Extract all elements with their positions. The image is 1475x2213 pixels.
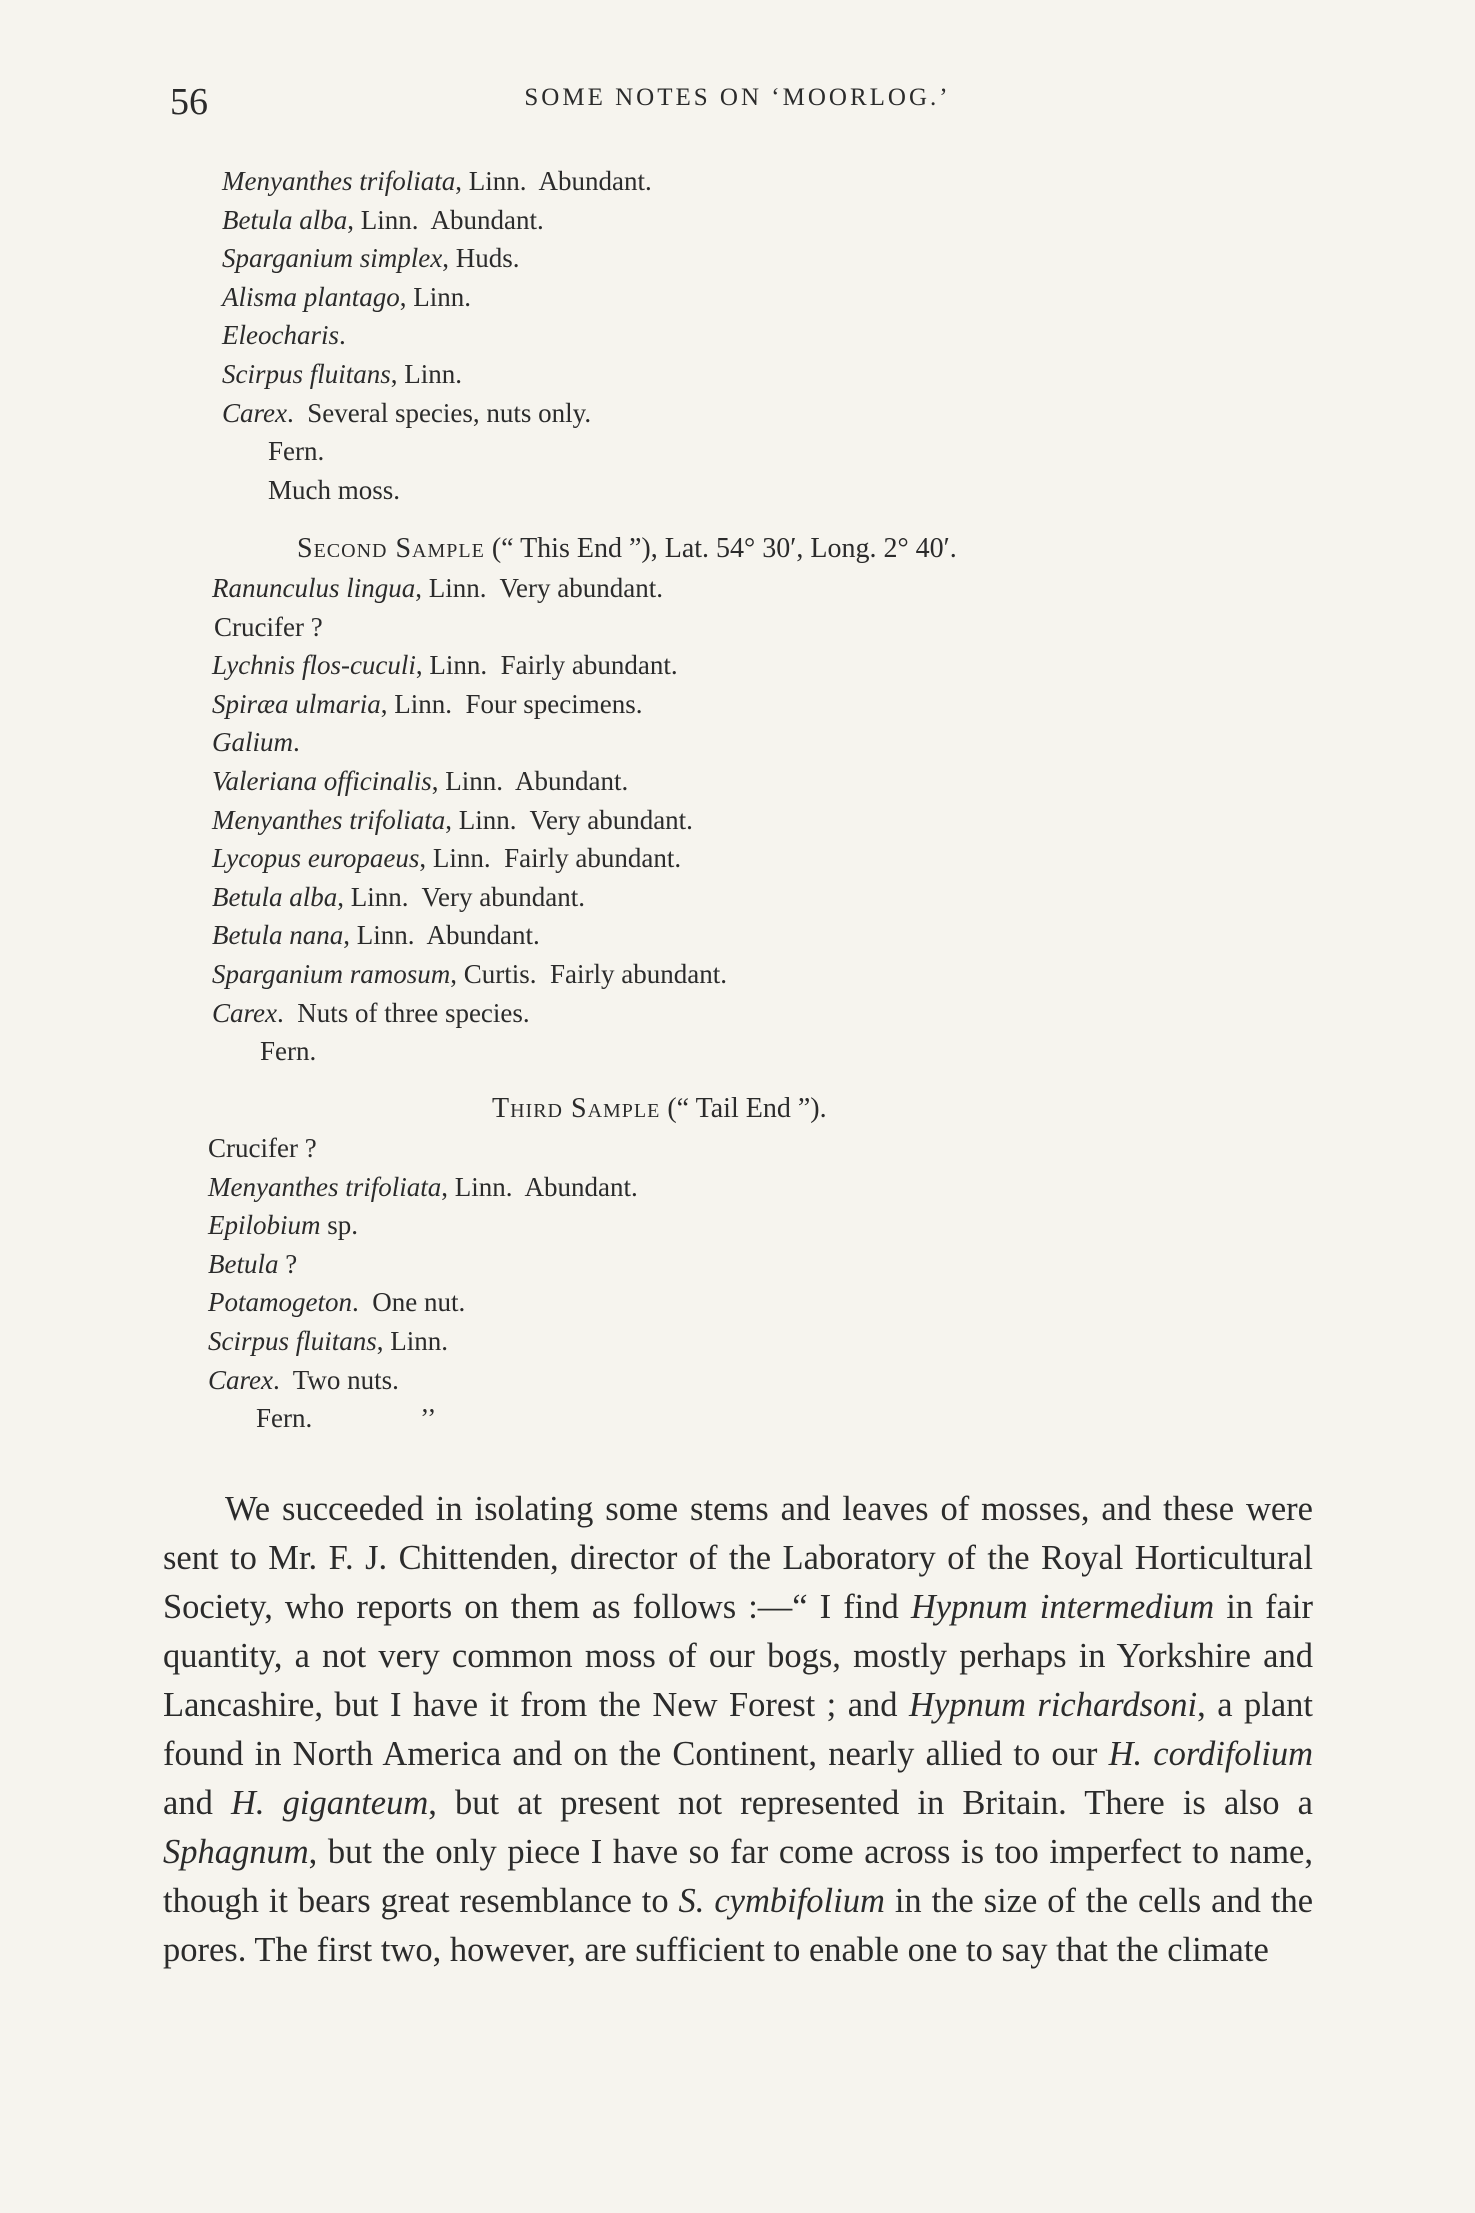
species-name: Galium	[212, 727, 293, 758]
species-name: Spiræa ulmaria	[212, 688, 381, 719]
species-note: . Nuts of three species.	[276, 997, 530, 1028]
species-name: Carex	[208, 1364, 273, 1395]
list-item	[222, 204, 544, 235]
italic-species-name: H. giganteum	[230, 1784, 429, 1822]
paragraph-text: , but at present not represented in Britain. There is also a	[428, 1784, 1313, 1822]
species-note: , Linn. Abundant.	[455, 166, 652, 196]
species-note: , Linn. Abundant.	[347, 204, 544, 235]
species-name: Epilobium	[208, 1210, 321, 1241]
species-note: . One nut.	[351, 1287, 466, 1318]
species-note: . Several species, nuts only.	[286, 397, 592, 428]
species-note: sp.	[320, 1210, 359, 1241]
species-name: Ranunculus lingua	[212, 573, 416, 603]
italic-species-name: S. cymbifolium	[678, 1882, 885, 1920]
species-name: Menyanthes trifoliata	[222, 166, 456, 196]
species-name: Carex	[222, 397, 287, 428]
second-sample-heading	[297, 533, 957, 565]
paragraph-text: , a plant found in North America and on the Continent, nearly allied to our	[163, 1686, 1314, 1773]
list-item	[212, 688, 643, 719]
species-name: Betula alba	[222, 204, 348, 235]
species-note: .	[293, 727, 300, 758]
list-item	[268, 474, 401, 505]
italic-species-name: Hypnum intermedium	[910, 1588, 1215, 1626]
running-head: SOME NOTES ON ‘MOORLOG.’	[524, 84, 951, 111]
third-sample-heading-details: (“ Tail End ”).	[660, 1093, 827, 1124]
list-item	[268, 438, 324, 465]
species-note: , Linn. Abundant.	[441, 1171, 638, 1202]
species-note: , Linn.	[399, 281, 472, 312]
species-note: , Linn. Very abundant.	[445, 804, 693, 835]
list-item	[208, 1135, 317, 1162]
species-name: Lychnis flos-cuculi	[212, 650, 416, 681]
list-item	[212, 881, 585, 912]
species-name: Menyanthes trifoliata	[208, 1171, 442, 1202]
species-note: ?	[278, 1248, 298, 1279]
body-paragraph	[163, 1485, 1313, 1975]
species-name: Betula alba	[212, 881, 338, 912]
species-note: Much moss.	[268, 474, 401, 505]
third-sample-heading	[492, 1093, 827, 1125]
species-note: Fern. ’’	[256, 1403, 437, 1434]
list-item	[212, 961, 727, 988]
species-name: Sparganium ramosum	[212, 959, 451, 989]
species-note: , Linn.	[390, 359, 463, 389]
species-name: Betula	[208, 1248, 279, 1279]
list-item	[222, 281, 472, 312]
species-name: Scirpus fluitans	[208, 1326, 377, 1356]
list-item	[208, 1364, 399, 1395]
third-sample-heading-label: Third Sample	[492, 1093, 661, 1124]
list-item	[212, 768, 628, 795]
list-item	[260, 1038, 316, 1065]
second-sample-heading-label: Second Sample	[297, 533, 485, 564]
species-name: Menyanthes trifoliata	[212, 804, 446, 835]
list-item	[208, 1212, 358, 1239]
list-item	[212, 845, 681, 872]
list-item	[212, 652, 678, 679]
list-item	[212, 997, 530, 1028]
list-item	[222, 397, 592, 428]
list-item	[214, 611, 323, 642]
paragraph-text: , but the only piece I have so far come across is too imperfect to name, though it bears great resemblance to	[163, 1833, 1313, 1920]
species-name: Betula nana	[212, 920, 344, 951]
list-item	[212, 804, 693, 835]
list-item	[222, 168, 652, 195]
species-name: Valeriana officinalis	[212, 766, 432, 796]
italic-species-name: H. cordifolium	[1108, 1735, 1313, 1773]
italic-species-name: Sphagnum	[163, 1833, 309, 1871]
species-note: Fern.	[260, 1036, 317, 1067]
species-name: Alisma plantago	[222, 281, 400, 312]
paragraph-text: We succeeded in isolating some stems and leaves of mosses, and these were sent to Mr. F. J. Chittenden, director of the Laboratory of the Royal Horticultural Society, who reports on them as follows :—“ I find	[163, 1490, 1313, 1626]
species-note: , Linn. Very abundant.	[415, 573, 663, 603]
species-note: , Linn. Fairly abundant.	[419, 843, 682, 874]
species-name: Carex	[212, 997, 277, 1028]
species-note: , Curtis. Fairly abundant.	[450, 959, 728, 989]
species-note: Crucifer ?	[208, 1133, 317, 1163]
list-item	[208, 1171, 638, 1202]
species-note: , Huds.	[442, 243, 520, 274]
list-item	[212, 922, 540, 949]
species-note: Fern.	[268, 436, 325, 467]
species-note: . Two nuts.	[272, 1364, 399, 1395]
list-item	[212, 729, 300, 756]
species-note: , Linn. Four specimens.	[380, 688, 643, 719]
species-note: Crucifer ?	[214, 611, 323, 642]
species-note: , Linn. Abundant.	[343, 920, 540, 951]
species-note: .	[338, 320, 346, 351]
list-item	[208, 1328, 448, 1355]
list-item	[222, 245, 520, 272]
list-item	[208, 1248, 298, 1279]
second-sample-heading-details: (“ This End ”), Lat. 54° 30′, Long. 2° 40′.	[484, 533, 957, 564]
paragraph-text: and	[163, 1784, 231, 1822]
species-name: Potamogeton	[208, 1287, 352, 1318]
paragraph-text: in fair quantity, a not very common moss of our bogs, mostly perhaps in Yorkshire and Lancashire, but I have it from the New Forest ; and	[163, 1588, 1313, 1724]
species-note: , Linn. Abundant.	[431, 766, 629, 796]
page-number: 56	[170, 81, 208, 123]
list-item	[208, 1289, 465, 1316]
list-item	[222, 322, 346, 349]
list-item	[212, 575, 663, 602]
list-item	[222, 361, 462, 388]
species-name: Lycopus europaeus	[212, 843, 420, 874]
species-note: , Linn.	[376, 1326, 449, 1356]
species-note: , Linn. Fairly abundant.	[415, 650, 678, 681]
species-name: Sparganium simplex	[222, 243, 443, 274]
species-name: Scirpus fluitans	[222, 359, 391, 389]
list-item	[256, 1405, 436, 1432]
paragraph-text: in the size of the cells and the pores. The first two, however, are sufficient to enable one to say that the climate	[163, 1882, 1314, 1969]
species-note: , Linn. Very abundant.	[337, 881, 585, 912]
species-name: Eleocharis	[222, 320, 339, 351]
italic-species-name: Hypnum richardsoni	[909, 1686, 1198, 1724]
